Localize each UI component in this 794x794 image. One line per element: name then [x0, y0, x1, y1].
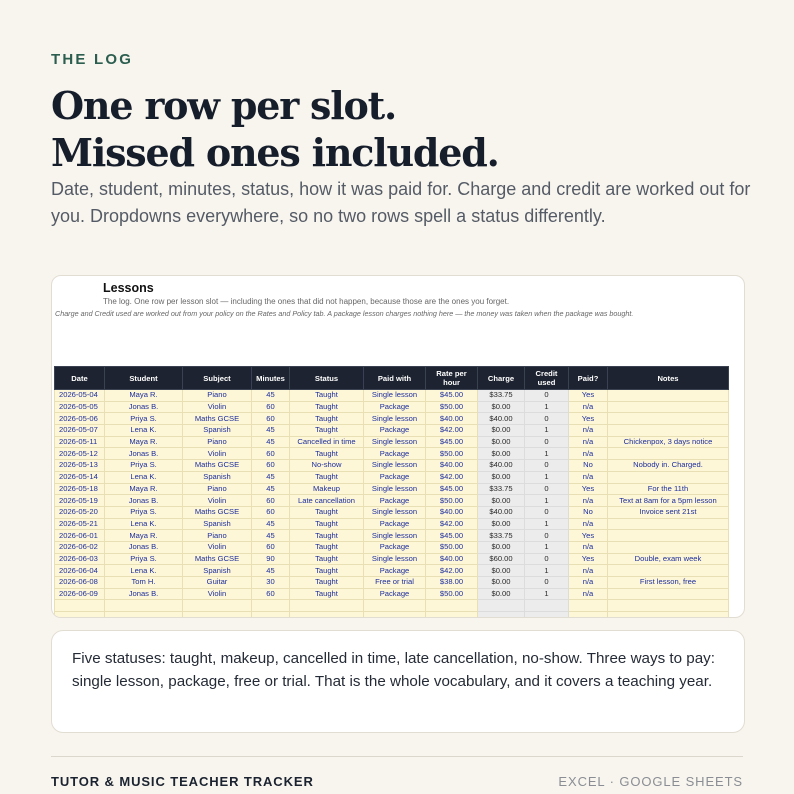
- table-cell: $40.00: [426, 506, 478, 518]
- table-cell: [608, 448, 729, 460]
- table-cell: $0.00: [478, 565, 525, 577]
- table-cell: 2026-05-06: [55, 413, 105, 425]
- table-cell: 45: [252, 436, 290, 448]
- table-cell: 90: [252, 553, 290, 565]
- table-cell: Piano: [183, 436, 252, 448]
- table-cell: $45.00: [426, 483, 478, 495]
- table-cell: Piano: [183, 483, 252, 495]
- table-cell: No: [569, 506, 608, 518]
- table-cell: Taught: [290, 401, 364, 413]
- callout-card: [51, 630, 745, 733]
- table-cell: [525, 612, 569, 618]
- table-cell: Yes: [569, 553, 608, 565]
- sheet-policy-note: Charge and Credit used are worked out from your policy on the Rates and Policy tab. A package lesson charges nothing here — the money was taken when the package was bought.: [55, 309, 634, 318]
- headline-line-2: Missed ones included.: [51, 130, 499, 175]
- table-cell: Maya R.: [105, 436, 183, 448]
- table-cell: Taught: [290, 518, 364, 530]
- table-cell: $40.00: [426, 460, 478, 472]
- table-cell: Priya S.: [105, 553, 183, 565]
- table-cell: Late cancellation: [290, 495, 364, 507]
- table-cell: [105, 612, 183, 618]
- table-cell: Violin: [183, 401, 252, 413]
- table-cell: $45.00: [426, 390, 478, 402]
- table-cell: $42.00: [426, 425, 478, 437]
- table-cell: 1: [525, 471, 569, 483]
- table-cell: Piano: [183, 530, 252, 542]
- table-cell: Single lesson: [364, 483, 426, 495]
- table-cell: n/a: [569, 448, 608, 460]
- table-cell: Lena K.: [105, 518, 183, 530]
- table-cell: 1: [525, 565, 569, 577]
- table-cell: n/a: [569, 495, 608, 507]
- table-cell: [55, 600, 105, 612]
- table-cell: [608, 588, 729, 600]
- table-row: [55, 448, 729, 460]
- table-cell: 0: [525, 483, 569, 495]
- footer-divider: [51, 756, 743, 757]
- table-cell: Free or trial: [364, 577, 426, 589]
- column-header: Charge: [478, 367, 525, 390]
- table-cell: [478, 600, 525, 612]
- table-cell: 2026-05-14: [55, 471, 105, 483]
- table-cell: Invoice sent 21st: [608, 506, 729, 518]
- table-cell: 2026-06-04: [55, 565, 105, 577]
- table-cell: $0.00: [478, 518, 525, 530]
- table-cell: Taught: [290, 541, 364, 553]
- table-cell: Maths GCSE: [183, 506, 252, 518]
- table-cell: $0.00: [478, 588, 525, 600]
- table-cell: $0.00: [478, 448, 525, 460]
- table-cell: Package: [364, 401, 426, 413]
- table-cell: Single lesson: [364, 413, 426, 425]
- table-cell: 2026-06-03: [55, 553, 105, 565]
- table-cell: 1: [525, 588, 569, 600]
- spreadsheet-screenshot: [51, 275, 745, 618]
- table-header-row: [55, 367, 729, 390]
- table-cell: Yes: [569, 483, 608, 495]
- table-cell: Maya R.: [105, 483, 183, 495]
- table-row: [55, 390, 729, 402]
- column-header: Notes: [608, 367, 729, 390]
- table-cell: 2026-06-09: [55, 588, 105, 600]
- table-cell: Single lesson: [364, 390, 426, 402]
- table-cell: 0: [525, 436, 569, 448]
- table-cell: n/a: [569, 425, 608, 437]
- table-cell: Taught: [290, 390, 364, 402]
- table-cell: $60.00: [478, 553, 525, 565]
- column-header: Rate per hour: [426, 367, 478, 390]
- table-cell: Maths GCSE: [183, 553, 252, 565]
- table-cell: 2026-05-13: [55, 460, 105, 472]
- table-cell: Taught: [290, 413, 364, 425]
- table-cell: Package: [364, 425, 426, 437]
- table-cell: Text at 8am for a 5pm lesson: [608, 495, 729, 507]
- table-cell: Tom H.: [105, 577, 183, 589]
- table-cell: Yes: [569, 530, 608, 542]
- table-cell: Jonas B.: [105, 588, 183, 600]
- table-cell: $33.75: [478, 390, 525, 402]
- table-cell: n/a: [569, 588, 608, 600]
- table-row: [55, 436, 729, 448]
- table-cell: Package: [364, 588, 426, 600]
- table-cell: [290, 612, 364, 618]
- table-cell: Violin: [183, 448, 252, 460]
- table-row: [55, 565, 729, 577]
- table-cell: 60: [252, 460, 290, 472]
- table-cell: Taught: [290, 553, 364, 565]
- column-header: Paid with: [364, 367, 426, 390]
- table-cell: Lena K.: [105, 425, 183, 437]
- table-cell: 45: [252, 390, 290, 402]
- table-cell: Priya S.: [105, 460, 183, 472]
- table-cell: 60: [252, 495, 290, 507]
- table-cell: n/a: [569, 565, 608, 577]
- table-cell: Single lesson: [364, 530, 426, 542]
- table-cell: Single lesson: [364, 506, 426, 518]
- table-cell: 2026-05-11: [55, 436, 105, 448]
- table-cell: [608, 530, 729, 542]
- table-cell: $42.00: [426, 565, 478, 577]
- table-cell: 45: [252, 530, 290, 542]
- table-cell: Spanish: [183, 565, 252, 577]
- table-cell: [105, 600, 183, 612]
- table-cell: First lesson, free: [608, 577, 729, 589]
- table-cell: [252, 600, 290, 612]
- table-cell: $40.00: [478, 460, 525, 472]
- table-cell: [364, 612, 426, 618]
- table-cell: Taught: [290, 471, 364, 483]
- table-cell: Taught: [290, 448, 364, 460]
- table-row: [55, 577, 729, 589]
- table-cell: 2026-05-20: [55, 506, 105, 518]
- table-cell: Priya S.: [105, 413, 183, 425]
- table-cell: Jonas B.: [105, 448, 183, 460]
- table-row: [55, 530, 729, 542]
- table-cell: [55, 612, 105, 618]
- table-cell: 45: [252, 425, 290, 437]
- table-cell: Single lesson: [364, 436, 426, 448]
- table-cell: Single lesson: [364, 460, 426, 472]
- table-cell: $40.00: [478, 506, 525, 518]
- table-row: [55, 553, 729, 565]
- table-cell: [569, 612, 608, 618]
- table-cell: Package: [364, 471, 426, 483]
- table-cell: 2026-05-18: [55, 483, 105, 495]
- table-cell: n/a: [569, 541, 608, 553]
- table-cell: [608, 425, 729, 437]
- table-cell: Piano: [183, 390, 252, 402]
- table-cell: $0.00: [478, 436, 525, 448]
- column-header: Subject: [183, 367, 252, 390]
- table-cell: 2026-05-21: [55, 518, 105, 530]
- table-cell: 0: [525, 553, 569, 565]
- table-cell: Taught: [290, 506, 364, 518]
- table-row: [55, 483, 729, 495]
- table-cell: [608, 413, 729, 425]
- headline-line-1: One row per slot.: [51, 83, 396, 128]
- table-row: [55, 401, 729, 413]
- eyebrow-label: THE LOG: [51, 51, 134, 68]
- table-cell: No: [569, 460, 608, 472]
- table-cell: 1: [525, 448, 569, 460]
- table-cell: 60: [252, 588, 290, 600]
- table-cell: $45.00: [426, 436, 478, 448]
- table-cell: 0: [525, 413, 569, 425]
- table-cell: [364, 600, 426, 612]
- table-cell: [608, 390, 729, 402]
- table-cell: Maya R.: [105, 530, 183, 542]
- headline: [51, 82, 751, 176]
- table-cell: [608, 401, 729, 413]
- table-cell: [569, 600, 608, 612]
- column-header: Credit used: [525, 367, 569, 390]
- table-cell: $0.00: [478, 577, 525, 589]
- table-cell: n/a: [569, 577, 608, 589]
- table-cell: 0: [525, 530, 569, 542]
- footer-platforms: EXCEL · GOOGLE SHEETS: [558, 774, 743, 789]
- table-cell: 1: [525, 518, 569, 530]
- table-cell: n/a: [569, 518, 608, 530]
- table-cell: Jonas B.: [105, 541, 183, 553]
- lede-paragraph: Date, student, minutes, status, how it was paid for. Charge and credit are worked out for you. Dropdowns everywhere, so no two rows spell a status differently.: [51, 179, 751, 226]
- table-cell: Lena K.: [105, 565, 183, 577]
- column-header: Paid?: [569, 367, 608, 390]
- table-cell: Yes: [569, 413, 608, 425]
- table-cell: $0.00: [478, 541, 525, 553]
- table-cell: Package: [364, 541, 426, 553]
- table-cell: 30: [252, 577, 290, 589]
- table-cell: Package: [364, 495, 426, 507]
- table-row: [55, 495, 729, 507]
- table-cell: 45: [252, 518, 290, 530]
- table-cell: Violin: [183, 588, 252, 600]
- table-cell: $50.00: [426, 588, 478, 600]
- table-cell: 1: [525, 425, 569, 437]
- table-cell: $0.00: [478, 401, 525, 413]
- table-cell: For the 11th: [608, 483, 729, 495]
- table-cell: 2026-05-04: [55, 390, 105, 402]
- table-cell: Maths GCSE: [183, 460, 252, 472]
- sheet-subtitle: The log. One row per lesson slot — including the ones that did not happen, because those are the ones you forget.: [103, 297, 510, 306]
- table-cell: 60: [252, 401, 290, 413]
- table-cell: Maya R.: [105, 390, 183, 402]
- table-cell: Taught: [290, 577, 364, 589]
- table-cell: 0: [525, 460, 569, 472]
- table-cell: $50.00: [426, 541, 478, 553]
- table-cell: n/a: [569, 436, 608, 448]
- table-cell: [426, 612, 478, 618]
- table-cell: [183, 600, 252, 612]
- table-cell: Taught: [290, 425, 364, 437]
- table-cell: 2026-06-08: [55, 577, 105, 589]
- table-cell: [426, 600, 478, 612]
- table-cell: 2026-06-02: [55, 541, 105, 553]
- table-row: [55, 541, 729, 553]
- table-cell: 1: [525, 495, 569, 507]
- table-cell: Package: [364, 518, 426, 530]
- table-cell: 45: [252, 483, 290, 495]
- table-cell: $0.00: [478, 495, 525, 507]
- table-cell: [478, 612, 525, 618]
- table-cell: Spanish: [183, 471, 252, 483]
- table-cell: 1: [525, 401, 569, 413]
- table-cell: [525, 600, 569, 612]
- table-cell: Violin: [183, 541, 252, 553]
- table-row: [55, 471, 729, 483]
- table-cell: Lena K.: [105, 471, 183, 483]
- table-cell: $38.00: [426, 577, 478, 589]
- table-cell: [608, 600, 729, 612]
- table-row: [55, 460, 729, 472]
- table-cell: Package: [364, 565, 426, 577]
- table-cell: [608, 541, 729, 553]
- table-cell: $0.00: [478, 471, 525, 483]
- table-cell: [290, 600, 364, 612]
- table-cell: Yes: [569, 390, 608, 402]
- column-header: Minutes: [252, 367, 290, 390]
- table-cell: $40.00: [478, 413, 525, 425]
- footer-product-name: TUTOR & MUSIC TEACHER TRACKER: [51, 774, 314, 789]
- table-row: [55, 506, 729, 518]
- table-cell: Nobody in. Charged.: [608, 460, 729, 472]
- table-cell: [252, 612, 290, 618]
- table-row: [55, 518, 729, 530]
- callout-text: Five statuses: taught, makeup, cancelled in time, late cancellation, no-show. Three ways to pay: single lesson, package, free or trial. That is the whole vocabulary, and it covers a teaching year.: [72, 650, 715, 690]
- table-cell: 60: [252, 448, 290, 460]
- table-cell: $33.75: [478, 483, 525, 495]
- table-cell: Double, exam week: [608, 553, 729, 565]
- table-cell: Package: [364, 448, 426, 460]
- table-cell: $45.00: [426, 530, 478, 542]
- table-cell: [608, 518, 729, 530]
- table-cell: 0: [525, 390, 569, 402]
- table-cell: 1: [525, 541, 569, 553]
- table-cell: 0: [525, 577, 569, 589]
- table-cell: Chickenpox, 3 days notice: [608, 436, 729, 448]
- table-row: [55, 612, 729, 618]
- table-cell: $50.00: [426, 495, 478, 507]
- table-cell: $42.00: [426, 471, 478, 483]
- table-cell: $0.00: [478, 425, 525, 437]
- table-cell: 2026-05-19: [55, 495, 105, 507]
- table-cell: Jonas B.: [105, 495, 183, 507]
- table-cell: Violin: [183, 495, 252, 507]
- table-cell: Taught: [290, 565, 364, 577]
- table-cell: 45: [252, 565, 290, 577]
- table-cell: No-show: [290, 460, 364, 472]
- table-cell: Spanish: [183, 425, 252, 437]
- table-row: [55, 425, 729, 437]
- table-cell: Cancelled in time: [290, 436, 364, 448]
- table-cell: Guitar: [183, 577, 252, 589]
- table-cell: Single lesson: [364, 553, 426, 565]
- table-row: [55, 588, 729, 600]
- table-cell: 0: [525, 506, 569, 518]
- table-cell: 60: [252, 541, 290, 553]
- table-cell: $33.75: [478, 530, 525, 542]
- table-cell: [183, 612, 252, 618]
- table-cell: Spanish: [183, 518, 252, 530]
- table-cell: $42.00: [426, 518, 478, 530]
- lessons-table: [54, 366, 729, 618]
- table-cell: [608, 471, 729, 483]
- table-cell: Taught: [290, 530, 364, 542]
- table-body: [55, 390, 729, 619]
- table-cell: $40.00: [426, 553, 478, 565]
- table-cell: Maths GCSE: [183, 413, 252, 425]
- table-cell: Taught: [290, 588, 364, 600]
- table-cell: [608, 565, 729, 577]
- table-cell: $50.00: [426, 448, 478, 460]
- column-header: Student: [105, 367, 183, 390]
- table-cell: Jonas B.: [105, 401, 183, 413]
- table-cell: $50.00: [426, 401, 478, 413]
- table-cell: n/a: [569, 471, 608, 483]
- table-cell: $40.00: [426, 413, 478, 425]
- table-cell: 2026-05-07: [55, 425, 105, 437]
- table-cell: 60: [252, 506, 290, 518]
- column-header: Date: [55, 367, 105, 390]
- table-cell: Priya S.: [105, 506, 183, 518]
- table-cell: Makeup: [290, 483, 364, 495]
- table-row: [55, 600, 729, 612]
- table-cell: 60: [252, 413, 290, 425]
- table-cell: 2026-05-05: [55, 401, 105, 413]
- sheet-title: Lessons: [103, 281, 154, 295]
- column-header: Status: [290, 367, 364, 390]
- table-cell: n/a: [569, 401, 608, 413]
- table-row: [55, 413, 729, 425]
- table-cell: 45: [252, 471, 290, 483]
- table-cell: [608, 612, 729, 618]
- table-cell: 2026-06-01: [55, 530, 105, 542]
- table-cell: 2026-05-12: [55, 448, 105, 460]
